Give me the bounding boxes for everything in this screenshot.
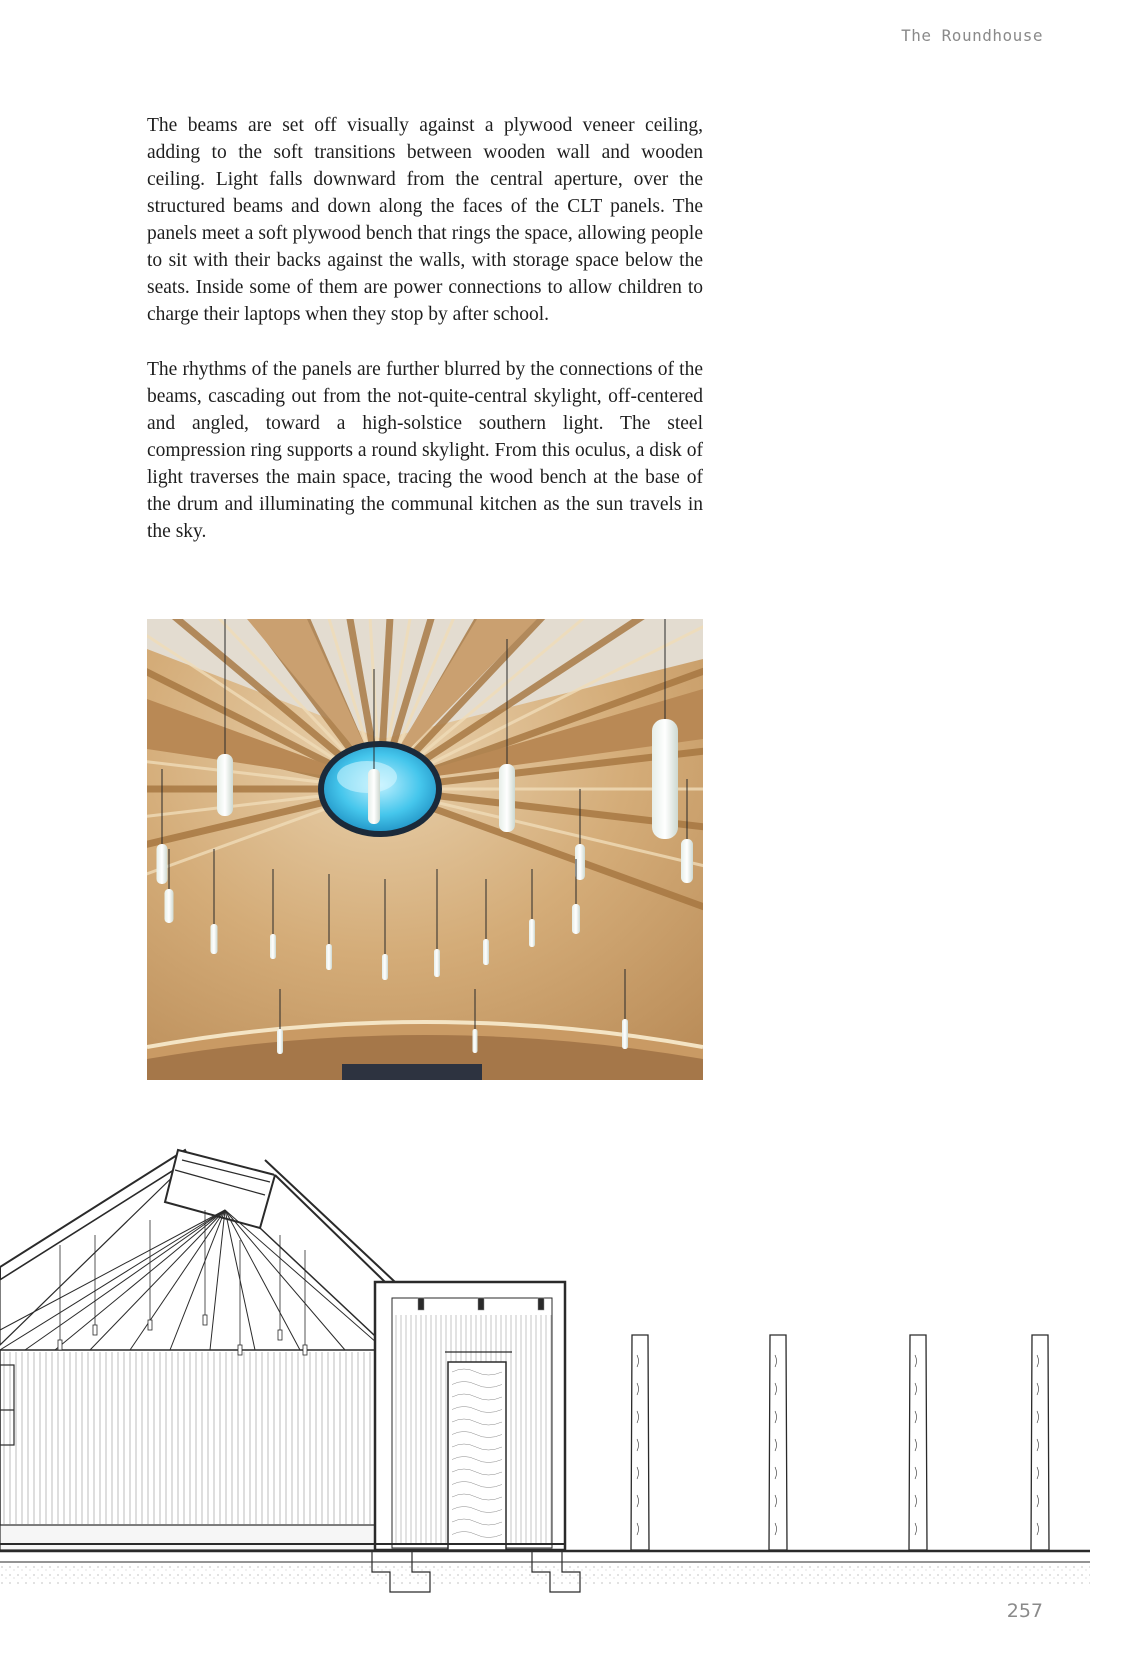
body-paragraph-2: The rhythms of the panels are further blurred by the connections of the beams, cascading out from the not-quite-central skylight, off-centered and angled, toward a high-solstice southern light. The steel compression ring supports a round skylight. From this oculus, a disk of light traverses the main space, tracing the wood bench at the base of the drum and illuminating the communal kitchen as the sun travels in the sky. [147, 359, 703, 542]
running-header: The Roundhouse [901, 26, 1043, 45]
interior-ceiling-photo [147, 619, 703, 1080]
body-paragraph-1: The beams are set off visually against a plywood veneer ceiling, adding to the soft transitions between wooden wall and wooden ceiling. Light falls downward from the central aperture, over the structured beams and down along the faces of the CLT panels. The panels meet a soft plywood bench that rings the space, allowing people to sit with their backs against the walls, with storage space below the seats. Inside some of them are power connections to allow children to charge their laptops when they stop by after school. [147, 115, 703, 325]
building-section-drawing [0, 1140, 1123, 1600]
page-number: 257 [1006, 1600, 1043, 1622]
